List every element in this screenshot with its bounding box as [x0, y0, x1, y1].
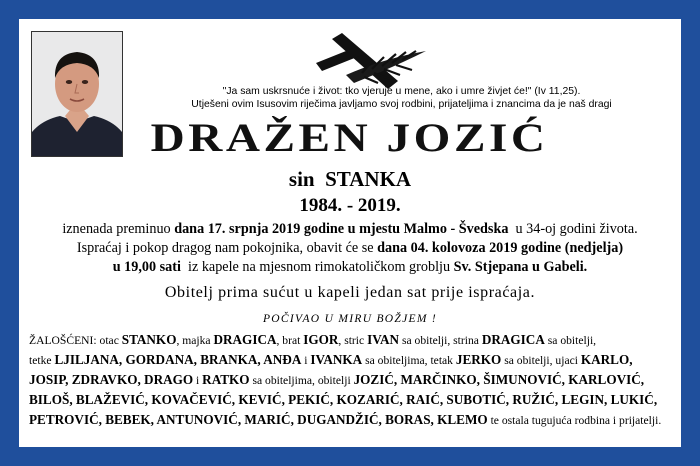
- mourners-line-5: PETROVIĆ, BEBEK, ANTUNOVIĆ, MARIĆ, DUGANDŽIĆ, BORAS, KLEMO te ostala tugujuća rodbina i prijatelji.: [29, 412, 662, 427]
- mourners-line-4: BILOŠ, BLAŽEVIĆ, KOVAČEVIĆ, KEVIĆ, PEKIĆ, KOZARIĆ, RAIĆ, SUBOTIĆ, RUŽIĆ, LEGIN, LUKIĆ,: [29, 392, 658, 407]
- quote-line-1: "Ja sam uskrsnuće i život: tko vjeruje u mene, ako i umre živjet će!" (Iv 11,25).: [222, 86, 581, 97]
- mourners-line-1: ŽALOŠĆENI: otac STANKO, majka DRAGICA, brat IGOR, stric IVAN sa obitelji, strina DRAGICA sa obitelji,: [29, 332, 597, 347]
- life-years: 1984. - 2019.: [299, 195, 401, 216]
- mourners-line-3: JOSIP, ZDRAVKO, DRAGO i RATKO sa obiteljima, obitelji JOZIĆ, MARČINKO, ŠIMUNOVIĆ, KARLOVIĆ,: [29, 372, 645, 387]
- father-name: STANKA: [325, 167, 412, 191]
- quote-line-2: Utješeni ovim Isusovim riječima javljamo svoj rodbini, prijateljima i znancima da je naš dragi: [191, 99, 612, 110]
- bible-quote: [129, 85, 674, 111]
- notice-line-3: u 19,00 sati iz kapele na mjesnom rimokatoličkom groblju Sv. Stjepana u Gabeli.: [112, 259, 588, 275]
- notice-line-2: Ispraćaj i pokop dragog nam pokojnika, obavit će se dana 04. kolovoza 2019 godine (nedjelja): [76, 240, 624, 256]
- son-of-line: sin STANKA: [288, 167, 412, 191]
- notice-line-1: iznenada preminuo dana 17. srpnja 2019 godine u mjestu Malmo - Švedska u 34-oj godini života.: [62, 221, 638, 237]
- obituary-card: [19, 19, 681, 447]
- condolence-note: Obitelj prima sućut u kapeli jedan sat prije ispraćaja.: [164, 284, 536, 301]
- deceased-name: DRAŽEN JOZIĆ: [151, 115, 549, 160]
- mourners-line-2: tetke LJILJANA, GORDANA, BRANKA, ANĐA i IVANKA sa obiteljima, tetak JERKO sa obitelji, ujaci KARLO,: [29, 352, 633, 367]
- rest-in-peace: POČIVAO U MIRU BOŽJEM !: [262, 313, 438, 325]
